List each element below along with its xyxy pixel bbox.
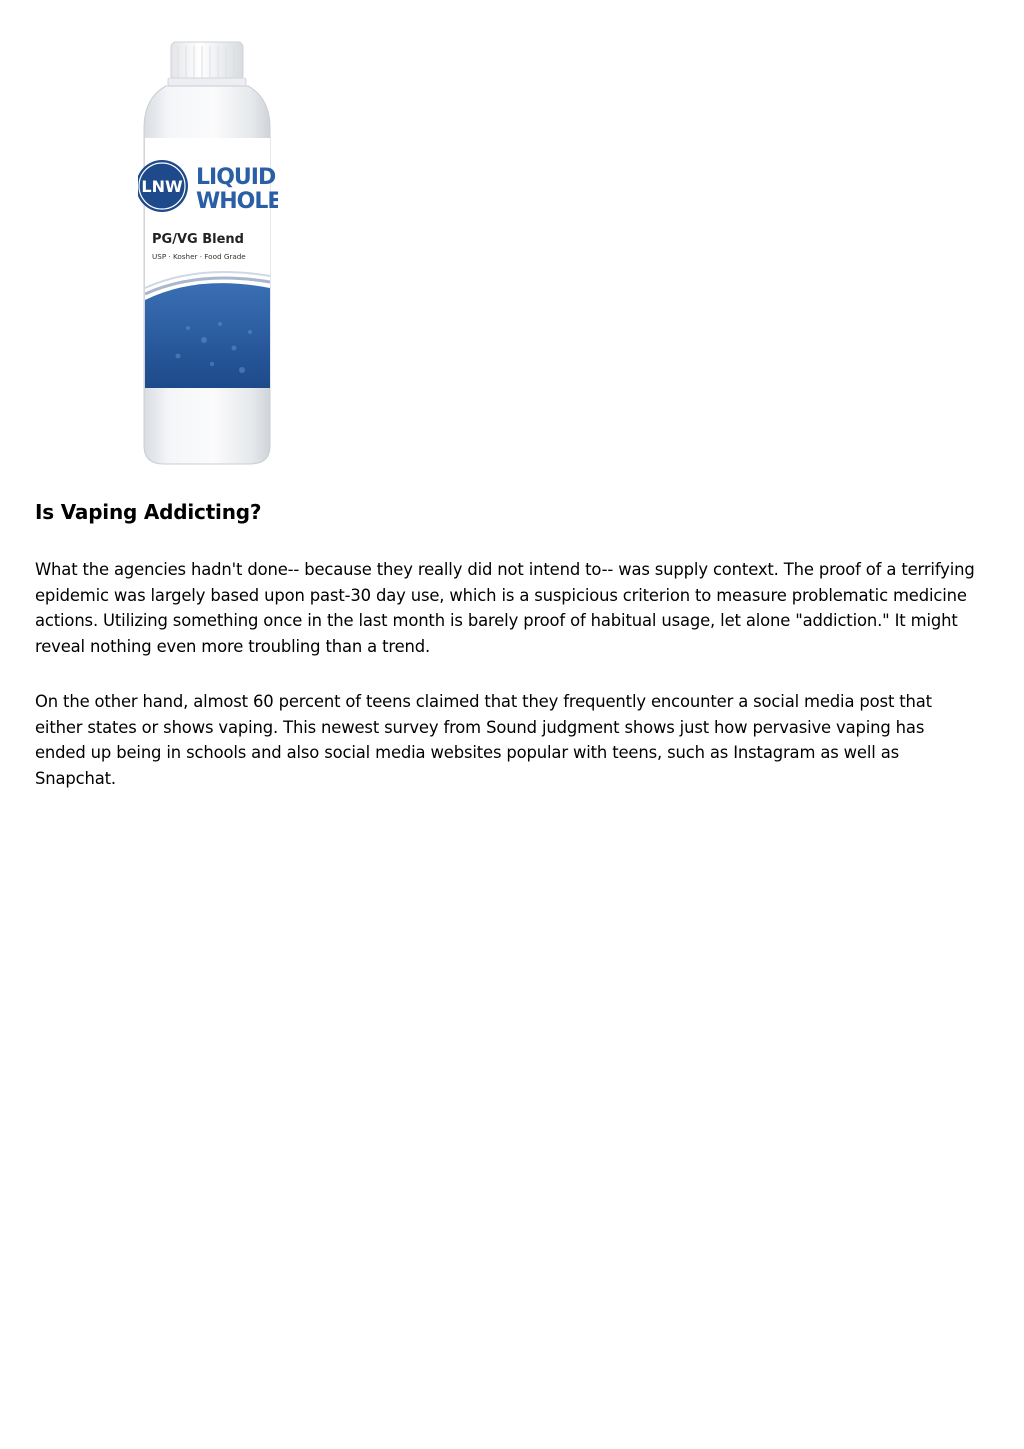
article-heading: Is Vaping Addicting?	[35, 500, 262, 524]
product-image	[138, 38, 278, 468]
brand-logo	[138, 160, 188, 212]
brand-name-line1: LIQUID	[196, 165, 276, 190]
product-name: PG/VG Blend	[152, 232, 244, 247]
brand-name-line2: WHOLE	[196, 189, 278, 214]
bottle-cap	[168, 42, 246, 86]
article-paragraph-1: What the agencies hadn't done-- because they really did not intend to-- was supply context. The proof of a terrifying epidemic was largely based upon past-30 day use, which is a suspicious criterion to measure problematic medicine actions. Utilizing something once in the last month is barely proof of habitual usage, let alone "addiction." It might reveal nothing even more troubling than a trend.	[35, 560, 975, 657]
product-grades: USP · Kosher · Food Grade	[152, 252, 246, 261]
brand-logo-text: LNW	[141, 177, 183, 196]
article-paragraph-2: On the other hand, almost 60 percent of teens claimed that they frequently encounter a social media post that either states or shows vaping. This newest survey from Sound judgment shows just how pervasive vaping has ended up being in schools and also social media websites popular with teens, such as Instagram as well as Snapchat.	[35, 692, 932, 789]
